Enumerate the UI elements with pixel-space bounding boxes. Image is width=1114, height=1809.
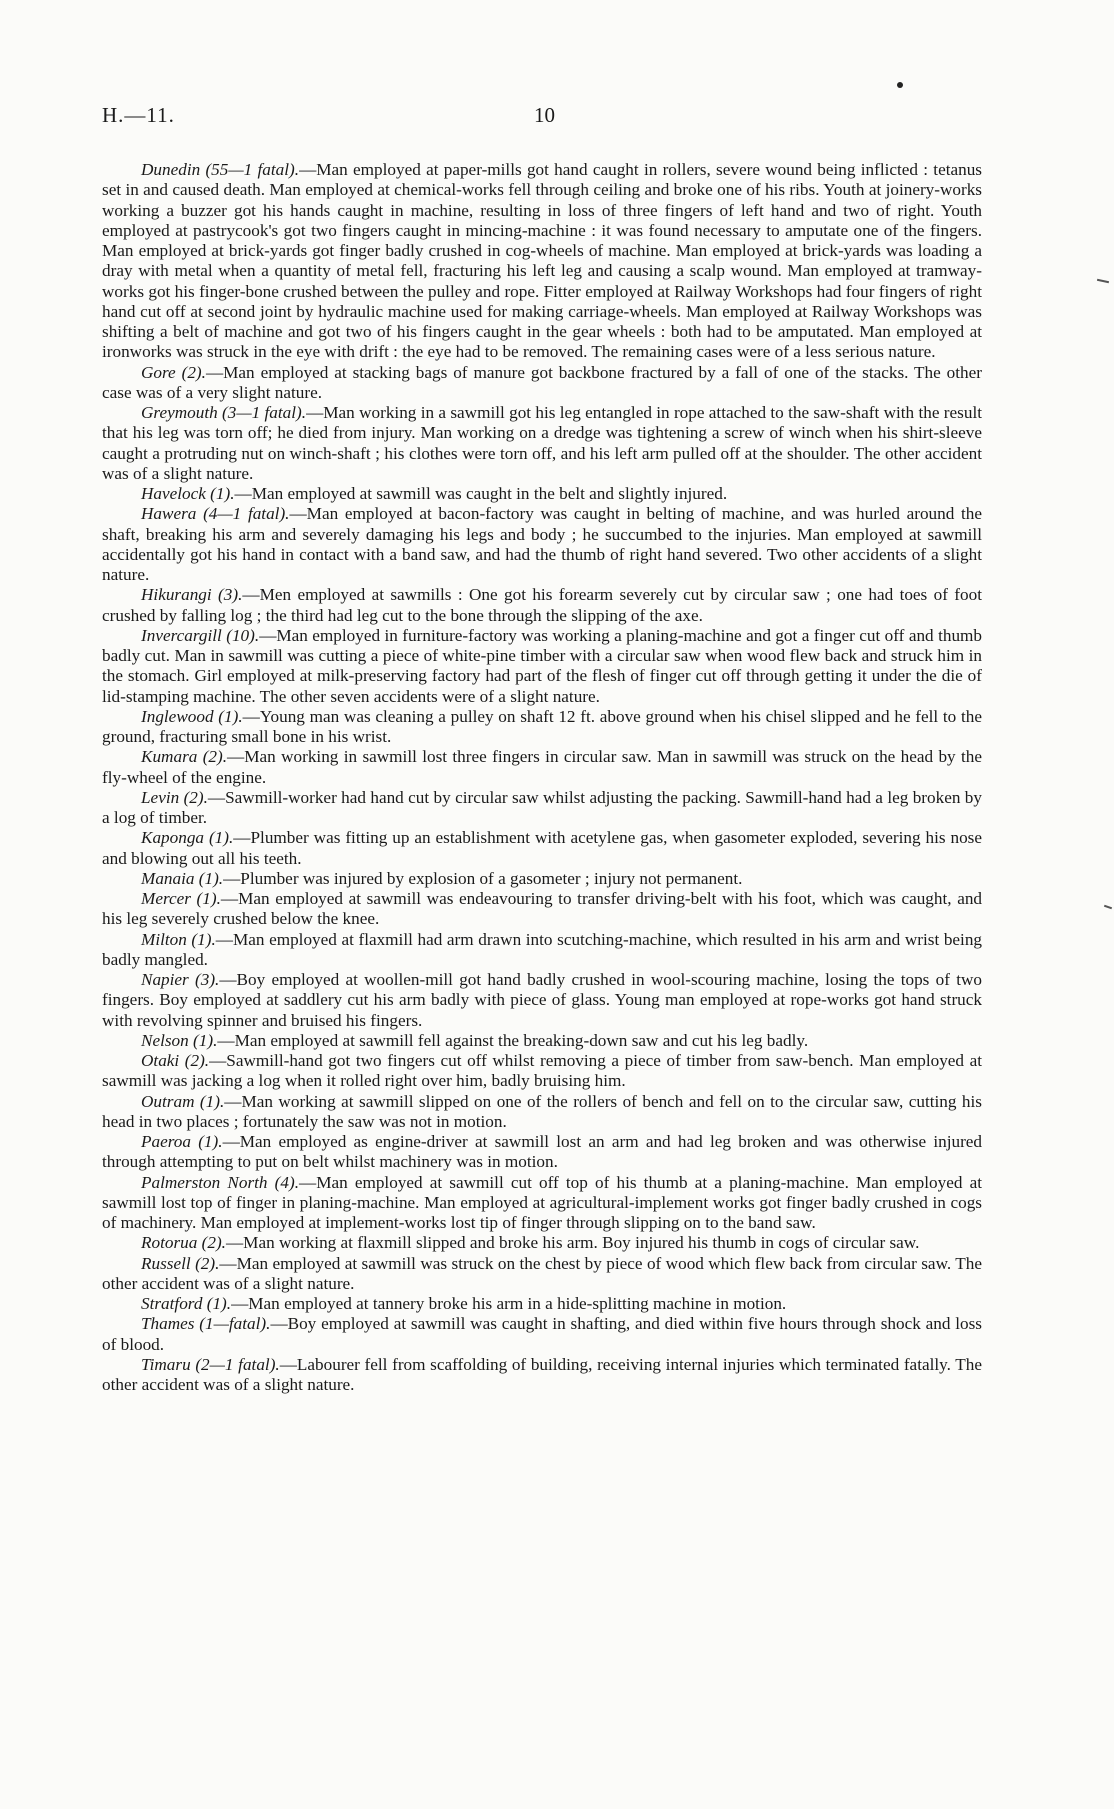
entry-text: —Man working in sawmill lost three fingers in circular saw. Man in sawmill was struck on the head by the fly-wheel of the engine. — [102, 747, 982, 787]
entry-hawera — [102, 504, 982, 585]
entry-text: —Man employed at sawmill cut off top of his thumb at a planing-machine. Man employed at sawmill lost top of finger in planing-machine. Man employed at agricultural-implement works got finger badly crushed in cogs of machinery. Man employed at implement-works lost tip of finger through slipping on to the band saw. — [102, 1172, 982, 1232]
entry-stratford — [102, 1294, 982, 1314]
entry-text: —Man employed in furniture-factory was working a planing-machine and got a finger cut off and thumb badly cut. Man in sawmill was cutting a piece of white-pine timber with a circular saw when wood flew back and struck him in the stomach. Girl employed at milk-preserving factory had part of the flesh of finger cut off through getting it under the die of lid-stamping machine. The other seven accidents were of a slight nature. — [102, 625, 983, 706]
entry-timaru — [102, 1355, 982, 1396]
document-reference: H.—11. — [102, 103, 175, 127]
place-name: Levin (2). — [141, 787, 208, 807]
place-name: Hikurangi (3). — [141, 585, 243, 605]
place-name: Stratford (1). — [141, 1294, 232, 1313]
place-name: Dunedin (55—1 fatal). — [141, 160, 300, 179]
entry-text: —Sawmill-hand got two fingers cut off whilst removing a piece of timber from saw-bench. Man employed at sawmill was jacking a log when it rolled right over him, badly bruising him. — [102, 1051, 983, 1091]
place-name: Inglewood (1). — [141, 706, 243, 726]
place-name: Manaia (1). — [141, 868, 224, 888]
entry-kaponga — [102, 828, 982, 869]
place-name: Thames (1—fatal). — [141, 1314, 271, 1334]
entry-dunedin — [102, 160, 982, 363]
entry-text: —Man employed at flaxmill had arm drawn into scutching-machine, which resulted in his arm and wrist being badly mangled. — [102, 929, 983, 969]
entry-kumara — [102, 747, 982, 788]
entry-inglewood — [102, 707, 982, 748]
entry-rotorua — [102, 1233, 982, 1253]
place-name: Kaponga (1). — [141, 828, 234, 848]
entry-text: —Man employed at stacking bags of manure got backbone fractured by a fall of one of the stacks. The other case was of a very slight nature. — [102, 362, 982, 402]
place-name: Nelson (1). — [141, 1030, 218, 1050]
margin-mark — [1097, 279, 1109, 283]
entry-text: —Man employed at tannery broke his arm in a hide-splitting machine in motion. — [231, 1294, 787, 1313]
entry-text: —Boy employed at woollen-mill got hand badly crushed in wool-scouring machine, losing the tops of two fingers. Boy employed at saddlery cut his arm badly with piece of glass. Young man employed at rope-works got hand struck with revolving spinner and bruised his fingers. — [102, 970, 982, 1030]
entry-text: —Man employed at sawmill was caught in the belt and slightly injured. — [234, 484, 728, 503]
place-name: Milton (1). — [141, 929, 216, 949]
entry-text: —Labourer fell from scaffolding of building, receiving internal injuries which terminated fatally. The other accident was of a slight nature. — [102, 1354, 982, 1394]
entry-nelson — [102, 1031, 982, 1051]
place-name: Palmerston North (4). — [141, 1172, 299, 1192]
stray-dot-mark — [897, 82, 903, 88]
entry-levin — [102, 788, 982, 829]
place-name: Paeroa (1). — [141, 1132, 223, 1151]
entry-text: —Man employed at sawmill fell against the breaking-down saw and cut his leg badly. — [217, 1030, 809, 1050]
entry-milton — [102, 930, 982, 971]
place-name: Havelock (1). — [141, 484, 235, 503]
entry-text: —Boy employed at sawmill was caught in shafting, and died within five hours through shock and loss of blood. — [102, 1314, 983, 1354]
entry-text: —Man employed as engine-driver at sawmill lost an arm and had leg broken and was otherwise injured through attempting to put on belt whilst machinery was in motion. — [102, 1132, 983, 1172]
place-name: Gore (2). — [141, 362, 206, 382]
page-number: 10 — [534, 103, 555, 127]
entry-text: —Sawmill-worker had hand cut by circular saw whilst adjusting the packing. Sawmill-hand had a leg broken by a log of timber. — [102, 787, 982, 827]
page-header — [102, 103, 982, 133]
entry-text: —Man working in a sawmill got his leg entangled in rope attached to the saw-shaft with the result that his leg was torn off; he died from injury. Man working on a dredge was tightening a screw of winch when his shirt-sleeve caught a protruding nut on winch-shaft ; his clothes were torn off, and his left arm pulled off at the shoulder. The other accident was of a slight nature. — [102, 403, 982, 483]
entry-text: —Man employed at sawmill was endeavouring to transfer driving-belt with his foot, which was caught, and his leg severely crushed below the knee. — [102, 889, 983, 929]
entry-gore — [102, 363, 982, 404]
entry-text: —Man employed at bacon-factory was caught in belting of machine, and was hurled around the shaft, breaking his arm and severely damaging his legs and body ; he succumbed to the injuries. Man employed at sawmill accidentally got his hand in contact with a band saw, and had the thumb of right hand severed. Two other accidents of a slight nature. — [102, 504, 983, 584]
report-body — [102, 160, 982, 1395]
entry-paeroa — [102, 1132, 982, 1173]
entry-otaki — [102, 1051, 982, 1092]
entry-mercer — [102, 889, 982, 930]
entry-text: —Man working at sawmill slipped on one of the rollers of bench and fell on to the circular saw, cutting his head in two places ; fortunately the saw was not in motion. — [102, 1091, 982, 1131]
place-name: Greymouth (3—1 fatal). — [141, 403, 307, 422]
margin-mark — [1104, 905, 1112, 910]
entry-text: —Young man was cleaning a pulley on shaft 12 ft. above ground when his chisel slipped and he fell to the ground, fracturing small bone in his wrist. — [102, 706, 982, 746]
entry-outram — [102, 1092, 982, 1133]
entry-invercargill — [102, 626, 982, 707]
entry-manaia — [102, 869, 982, 889]
entry-hikurangi — [102, 585, 982, 626]
entry-text: —Plumber was injured by explosion of a gasometer ; injury not permanent. — [223, 868, 743, 888]
place-name: Invercargill (10). — [141, 625, 260, 645]
entry-thames — [102, 1314, 982, 1355]
entry-text: —Man employed at sawmill was struck on the chest by piece of wood which flew back from circular saw. The other accident was of a slight nature. — [102, 1253, 982, 1293]
entry-text: —Man employed at paper-mills got hand caught in rollers, severe wound being inflicted : tetanus set in and caused death. Man employed at chemical-works fell through ceiling and broke one of his ribs. Youth at joinery-works working a buzzer got his hands caught in machine, resulting in loss of three fingers of left hand and two of right. Youth employed at pastrycook's got two fingers caught in mincing-machine : it was found necessary to amputate one of the fingers. Man employed at brick-yards got finger badly crushed in cog-wheels of machine. Man employed at brick-yards was loading a dray with metal when a quantity of metal fell, fracturing his left leg and causing a scalp wound. Man employed at tramway-works got his finger-bone crushed between the pulley and rope. Fitter employed at Railway Workshops had four fingers of right hand cut off at second joint by hydraulic machine used for making carriage-wheels. Man employed at Railway Workshops was shifting a belt of machine and got two of his fingers caught in the gear wheels : both had to be amputated. Man employed at ironworks was struck in the eye with drift : the eye had to be removed. The remaining cases were of a less serious nature. — [102, 160, 982, 362]
entry-napier — [102, 970, 982, 1031]
place-name: Napier (3). — [141, 970, 220, 989]
place-name: Otaki (2). — [141, 1051, 210, 1070]
entry-text: —Men employed at sawmills : One got his forearm severely cut by circular saw ; one had toes of foot crushed by falling log ; the third had leg cut to the bone through the slipping of the axe. — [102, 585, 982, 625]
place-name: Mercer (1). — [141, 889, 221, 908]
entry-havelock — [102, 484, 982, 504]
place-name: Timaru (2—1 fatal). — [141, 1354, 280, 1374]
place-name: Rotorua (2). — [141, 1233, 226, 1253]
place-name: Outram (1). — [141, 1091, 225, 1111]
entry-palmerston-north — [102, 1173, 982, 1234]
entry-text: —Plumber was fitting up an establishment with acetylene gas, when gasometer exploded, severing his nose and blowing out all his teeth. — [102, 828, 982, 868]
place-name: Hawera (4—1 fatal). — [141, 504, 290, 524]
entry-russell — [102, 1254, 982, 1295]
entry-text: —Man working at flaxmill slipped and broke his arm. Boy injured his thumb in cogs of circular saw. — [225, 1233, 920, 1253]
place-name: Kumara (2). — [141, 747, 228, 767]
entry-greymouth — [102, 403, 982, 484]
place-name: Russell (2). — [141, 1253, 220, 1273]
